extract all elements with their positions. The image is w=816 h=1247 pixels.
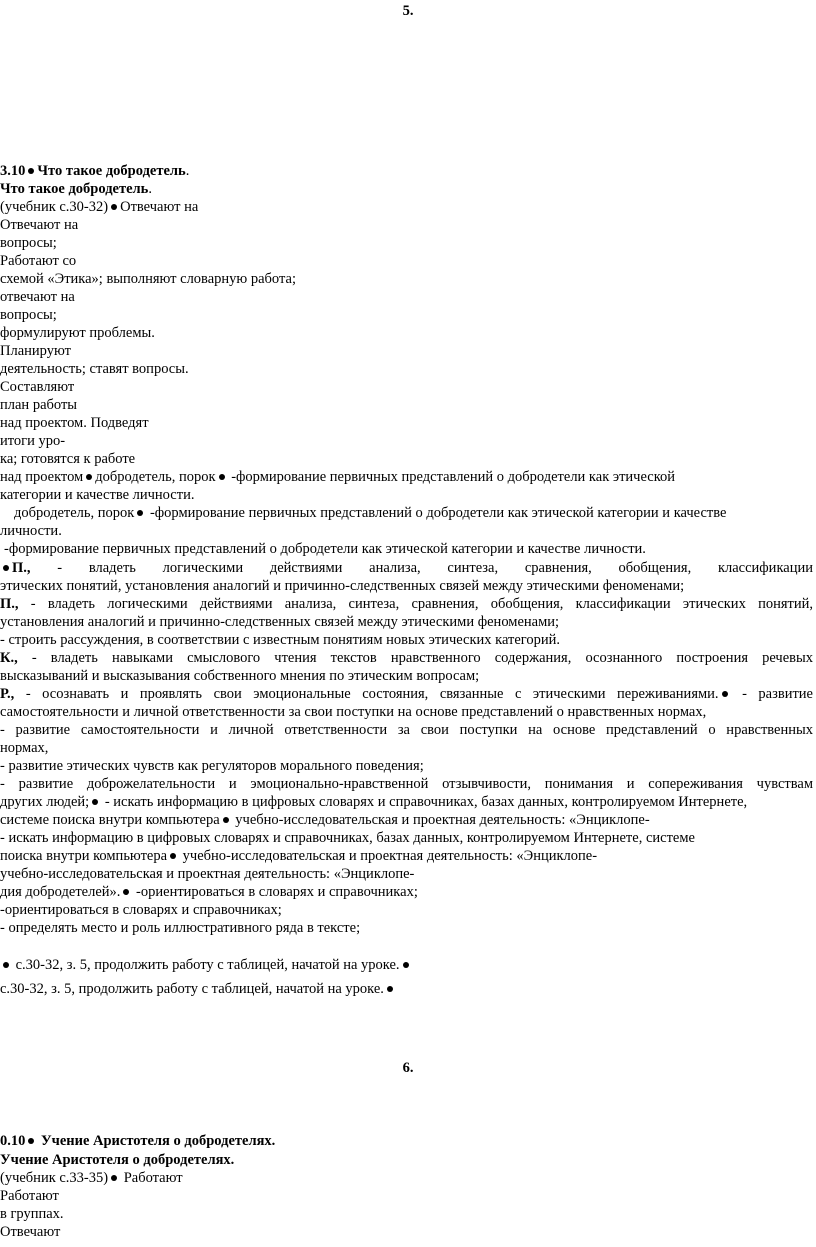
bullet-icon: [722, 691, 728, 697]
bullet-icon: [111, 1175, 117, 1181]
text-part: - искать информацию в цифровых словарях и справочниках, базах данных, контролируемом Интернете,: [101, 794, 748, 810]
text-line: Составляют: [0, 379, 75, 395]
bullet-icon: [92, 799, 98, 805]
text-line: - развитие самостоятельности и личной ответственности за свои поступки на основе представлений о нравственных: [0, 722, 813, 738]
text-line: схемой «Этика»; выполняют словарную работа;: [0, 271, 296, 287]
text-line: [0, 686, 813, 703]
text-line: итоги уро-: [0, 433, 66, 449]
bullet-icon: [86, 474, 92, 480]
text-line: высказываний и высказывания собственного мнения по этическим вопросам;: [0, 668, 480, 684]
text-line: над проектом. Подведят: [0, 415, 149, 431]
text-line: в группах.: [0, 1206, 64, 1222]
text-part: -ориентироваться в словарях и справочниках;: [132, 884, 418, 900]
text-line: этических понятий, установления аналогий и причинно-следственных связей между этическими феноменами;: [0, 578, 685, 594]
bullet-icon: [3, 962, 9, 968]
text-line: личности.: [0, 523, 62, 539]
bullet-icon: [137, 510, 143, 516]
lesson-number: 0.10: [0, 1133, 26, 1149]
text-part: -формирование первичных представлений о добродетели как этической: [227, 469, 676, 485]
bullet-icon: [3, 565, 9, 571]
text-part: - владеть навыками смыслового чтения текстов нравственного содержания, осознанного построения речевых: [17, 650, 813, 666]
bullet-icon: [387, 986, 393, 992]
text-line: Отвечают на: [0, 217, 79, 233]
lesson-title-repeat: Что такое добродетель.: [0, 181, 152, 197]
text-part: поиска внутри компьютера: [0, 848, 168, 864]
lesson-title: Что такое добродетель: [37, 163, 186, 179]
page-number-5: 5.: [402, 3, 414, 19]
text-line: - развитие этических чувств как регуляторов морального поведения;: [0, 758, 424, 774]
title-text: Что такое добродетель: [0, 181, 149, 197]
text-line: - строить рассуждения, в соответствии с известным понятиям новых этических категорий.: [0, 632, 561, 648]
text-line: формулируют проблемы.: [0, 325, 155, 341]
text-line: [0, 884, 418, 901]
text-line: план работы: [0, 397, 78, 413]
text-line: [0, 848, 597, 865]
text-line: Отвечают: [0, 1224, 61, 1240]
text-part: над проектом: [0, 469, 84, 485]
text-line: вопросы;: [0, 307, 57, 323]
text-part: дия добродетелей».: [0, 884, 121, 900]
activity-text: Работают: [120, 1170, 183, 1186]
page-number-6: 6.: [402, 1060, 414, 1076]
text-line: -формирование первичных представлений о добродетели как этической категории и качестве личности.: [4, 541, 646, 557]
text-part: системе поиска внутри компьютера: [0, 812, 220, 828]
text-part: - владеть логическими действиями анализа, синтеза, сравнения, обобщения, классификации: [30, 560, 813, 576]
homework-line: [0, 957, 412, 974]
text-line: [0, 560, 813, 577]
text-line: - искать информацию в цифровых словарях и справочниках, базах данных, контролируемом Интернете, системе: [0, 830, 695, 846]
text-line: [0, 812, 650, 829]
bullet-icon: [403, 962, 409, 968]
text-part: - осознавать и проявлять свои эмоциональные состояния, связанные с этическими переживаниями.: [14, 686, 719, 702]
text-line: -ориентироваться в словарях и справочниках;: [0, 902, 282, 918]
text-line: самостоятельности и личной ответственности за свои поступки на основе представлений о нравственных нормах,: [0, 704, 707, 720]
text-line: установления аналогий и причинно-следственных связей между этическими феноменами;: [0, 614, 560, 630]
text-part: - развитие: [730, 686, 813, 702]
textbook-ref: (учебник с.30-32): [0, 199, 109, 215]
lesson-title: Учение Аристотеля о добродетелях.: [37, 1133, 276, 1149]
text-line: Планируют: [0, 343, 71, 359]
bold-label: К.,: [0, 650, 18, 666]
text-line: [0, 794, 747, 811]
text-line: вопросы;: [0, 235, 57, 251]
text-line: ка; готовятся к работе: [0, 451, 136, 467]
bullet-icon: [123, 889, 129, 895]
text-part: -формирование первичных представлений о добродетели как этической категории и качестве: [146, 505, 727, 521]
text-line: [14, 505, 726, 522]
text-part: добродетель, порок: [14, 505, 135, 521]
lesson-heading: [0, 1133, 275, 1150]
text-part: учебно-исследовательская и проектная деятельность: «Энциклопе-: [231, 812, 650, 828]
text-line: деятельность; ставят вопросы.: [0, 361, 189, 377]
textbook-line: [0, 199, 198, 216]
text-line: - определять место и роль иллюстративного ряда в тексте;: [0, 920, 361, 936]
activity-text: Отвечают на: [120, 199, 199, 215]
text-line: учебно-исследовательская и проектная деятельность: «Энциклопе-: [0, 866, 415, 882]
homework-text: с.30-32, з. 5, продолжить работу с таблицей, начатой на уроке.: [12, 957, 400, 973]
text-part: - владеть логическими действиями анализа, синтеза, сравнения, обобщения, классификации этических понятий,: [18, 596, 813, 612]
text-line: Работают: [0, 1188, 59, 1204]
bold-label: Р.,: [0, 686, 15, 702]
text-line: - развитие доброжелательности и эмоционально-нравственной отзывчивости, понимания и сопереживания чувствам: [0, 776, 813, 792]
text-line: категории и качестве личности.: [0, 487, 195, 503]
homework-text: с.30-32, з. 5, продолжить работу с таблицей, начатой на уроке.: [0, 981, 384, 997]
bullet-icon: [223, 817, 229, 823]
text-line: отвечают на: [0, 289, 75, 305]
text-part: добродетель, порок: [95, 469, 216, 485]
lesson-title-repeat: Учение Аристотеля о добродетелях.: [0, 1152, 235, 1168]
bullet-icon: [170, 853, 176, 859]
text-line: [0, 596, 813, 613]
text-line: [0, 469, 675, 486]
period: .: [185, 163, 190, 179]
text-part: других людей;: [0, 794, 90, 810]
bold-label: П.,: [12, 560, 31, 576]
text-line: Работают со: [0, 253, 77, 269]
homework-line: [0, 981, 396, 998]
lesson-heading: [0, 163, 189, 180]
bullet-icon: [219, 474, 225, 480]
textbook-line: [0, 1170, 183, 1187]
bold-label: П.,: [0, 596, 19, 612]
text-line: [0, 650, 813, 667]
text-part: учебно-исследовательская и проектная деятельность: «Энциклопе-: [179, 848, 598, 864]
textbook-ref: (учебник с.33-35): [0, 1170, 109, 1186]
bullet-icon: [111, 204, 117, 210]
text-line: нормах,: [0, 740, 49, 756]
lesson-number: 3.10: [0, 163, 26, 179]
bullet-icon: [28, 1138, 34, 1144]
bullet-icon: [28, 168, 34, 174]
